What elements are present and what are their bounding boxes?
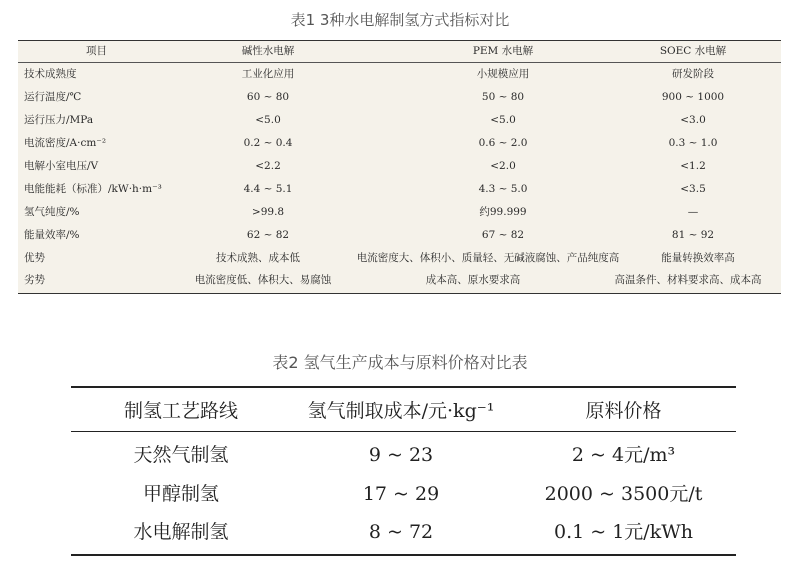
table1-cell: <3.5 — [680, 183, 706, 195]
table1-header-cell: SOEC 水电解 — [659, 45, 727, 57]
table2-header-cell: 氢气制取成本/元·kg⁻¹ — [307, 400, 495, 422]
table1-cell: 高温条件、材料要求高、成本高 — [614, 274, 762, 286]
table1-cell: 电流密度/A·cm⁻² — [24, 137, 107, 149]
table1-cell: <5.0 — [255, 114, 281, 126]
table1-header-cell: 碱性水电解 — [241, 45, 295, 57]
table2-cell: 8 ~ 72 — [368, 521, 434, 543]
table-row — [71, 474, 736, 514]
table1-cell: <2.2 — [255, 160, 281, 172]
table-row — [18, 87, 781, 108]
table1-caption: 表1 3种水电解制氢方式指标对比 — [290, 11, 510, 29]
table-row — [18, 64, 781, 85]
table1-cell: 运行压力/MPa — [24, 114, 94, 126]
table1-cell: 电解小室电压/V — [24, 160, 99, 172]
table2-cell: 2 ~ 4元/m³ — [571, 444, 676, 466]
table1-cell: 电能能耗（标准）/kW·h·m⁻³ — [24, 183, 162, 195]
table1-cell: 优势 — [24, 252, 45, 264]
table1-header-row — [18, 41, 781, 63]
table1-cell: 电流密度大、体积小、质量轻、无碱液腐蚀、产品纯度高 — [356, 252, 620, 264]
table1-cell: 小规模应用 — [476, 68, 530, 80]
table-row — [18, 270, 781, 291]
table1-cell: 4.3 ~ 5.0 — [478, 183, 528, 195]
table2-cell: 水电解制氢 — [133, 521, 229, 543]
table-row — [18, 225, 781, 246]
table1-cell: — — [687, 206, 699, 218]
table1-cell: 技术成熟度 — [24, 68, 77, 80]
table1-cell: 成本高、原水要求高 — [425, 274, 521, 286]
table1-cell: 4.4 ~ 5.1 — [243, 183, 293, 195]
table1-cell: 能量转换效率高 — [661, 252, 735, 264]
table-row — [18, 110, 781, 131]
table1-cell: 67 ~ 82 — [481, 229, 525, 241]
table-row — [18, 156, 781, 177]
table2-header-cell: 原料价格 — [585, 400, 662, 422]
table1-cell: 60 ~ 80 — [246, 91, 290, 103]
table1-cell: <1.2 — [680, 160, 706, 172]
table2-cell: 2000 ~ 3500元/t — [544, 483, 703, 505]
table1-cell: 电流密度低、体积大、易腐蚀 — [194, 274, 332, 286]
table1-cell: 0.3 ~ 1.0 — [668, 137, 718, 149]
table2 — [71, 386, 736, 556]
table-row — [18, 133, 781, 154]
table1-cell: 运行温度/℃ — [24, 91, 82, 103]
table1-cell: 62 ~ 82 — [246, 229, 290, 241]
table1-cell: 900 ~ 1000 — [661, 91, 725, 103]
table2-header-row — [71, 391, 736, 432]
table1-cell: 0.2 ~ 0.4 — [243, 137, 293, 149]
table1-header-cell: 项目 — [86, 45, 107, 57]
table1-cell: <5.0 — [490, 114, 516, 126]
table2-cell: 17 ~ 29 — [362, 483, 440, 505]
table1-cell: <3.0 — [680, 114, 706, 126]
table1-cell: 约99.999 — [479, 206, 527, 218]
table2-caption: 表2 氢气生产成本与原料价格对比表 — [272, 353, 528, 372]
table1-header-cell: PEM 水电解 — [472, 45, 534, 57]
table2-header-cell: 制氢工艺路线 — [123, 400, 238, 422]
table-row — [18, 202, 781, 223]
table1-cell: 50 ~ 80 — [481, 91, 525, 103]
table-row — [71, 512, 736, 552]
table1-cell: <2.0 — [490, 160, 516, 172]
table1-cell: 0.6 ~ 2.0 — [478, 137, 528, 149]
table2-cell: 天然气制氢 — [133, 444, 229, 466]
table1-cell: >99.8 — [251, 206, 285, 218]
table2-cell: 甲醇制氢 — [142, 483, 219, 505]
table1-cell: 能量效率/% — [24, 229, 80, 241]
table1-cell: 工业化应用 — [241, 68, 295, 80]
table-row — [18, 248, 781, 269]
table-row — [71, 435, 736, 475]
table-row — [18, 179, 781, 200]
table1-cell: 氢气纯度/% — [24, 206, 80, 218]
table2-cell: 9 ~ 23 — [368, 444, 434, 466]
table1 — [18, 40, 781, 294]
table1-cell: 81 ~ 92 — [671, 229, 715, 241]
table1-cell: 技术成熟、成本低 — [216, 252, 300, 264]
table2-cell: 0.1 ~ 1元/kWh — [554, 521, 693, 543]
table1-cell: 研发阶段 — [672, 68, 714, 80]
table1-cell: 劣势 — [24, 274, 45, 286]
